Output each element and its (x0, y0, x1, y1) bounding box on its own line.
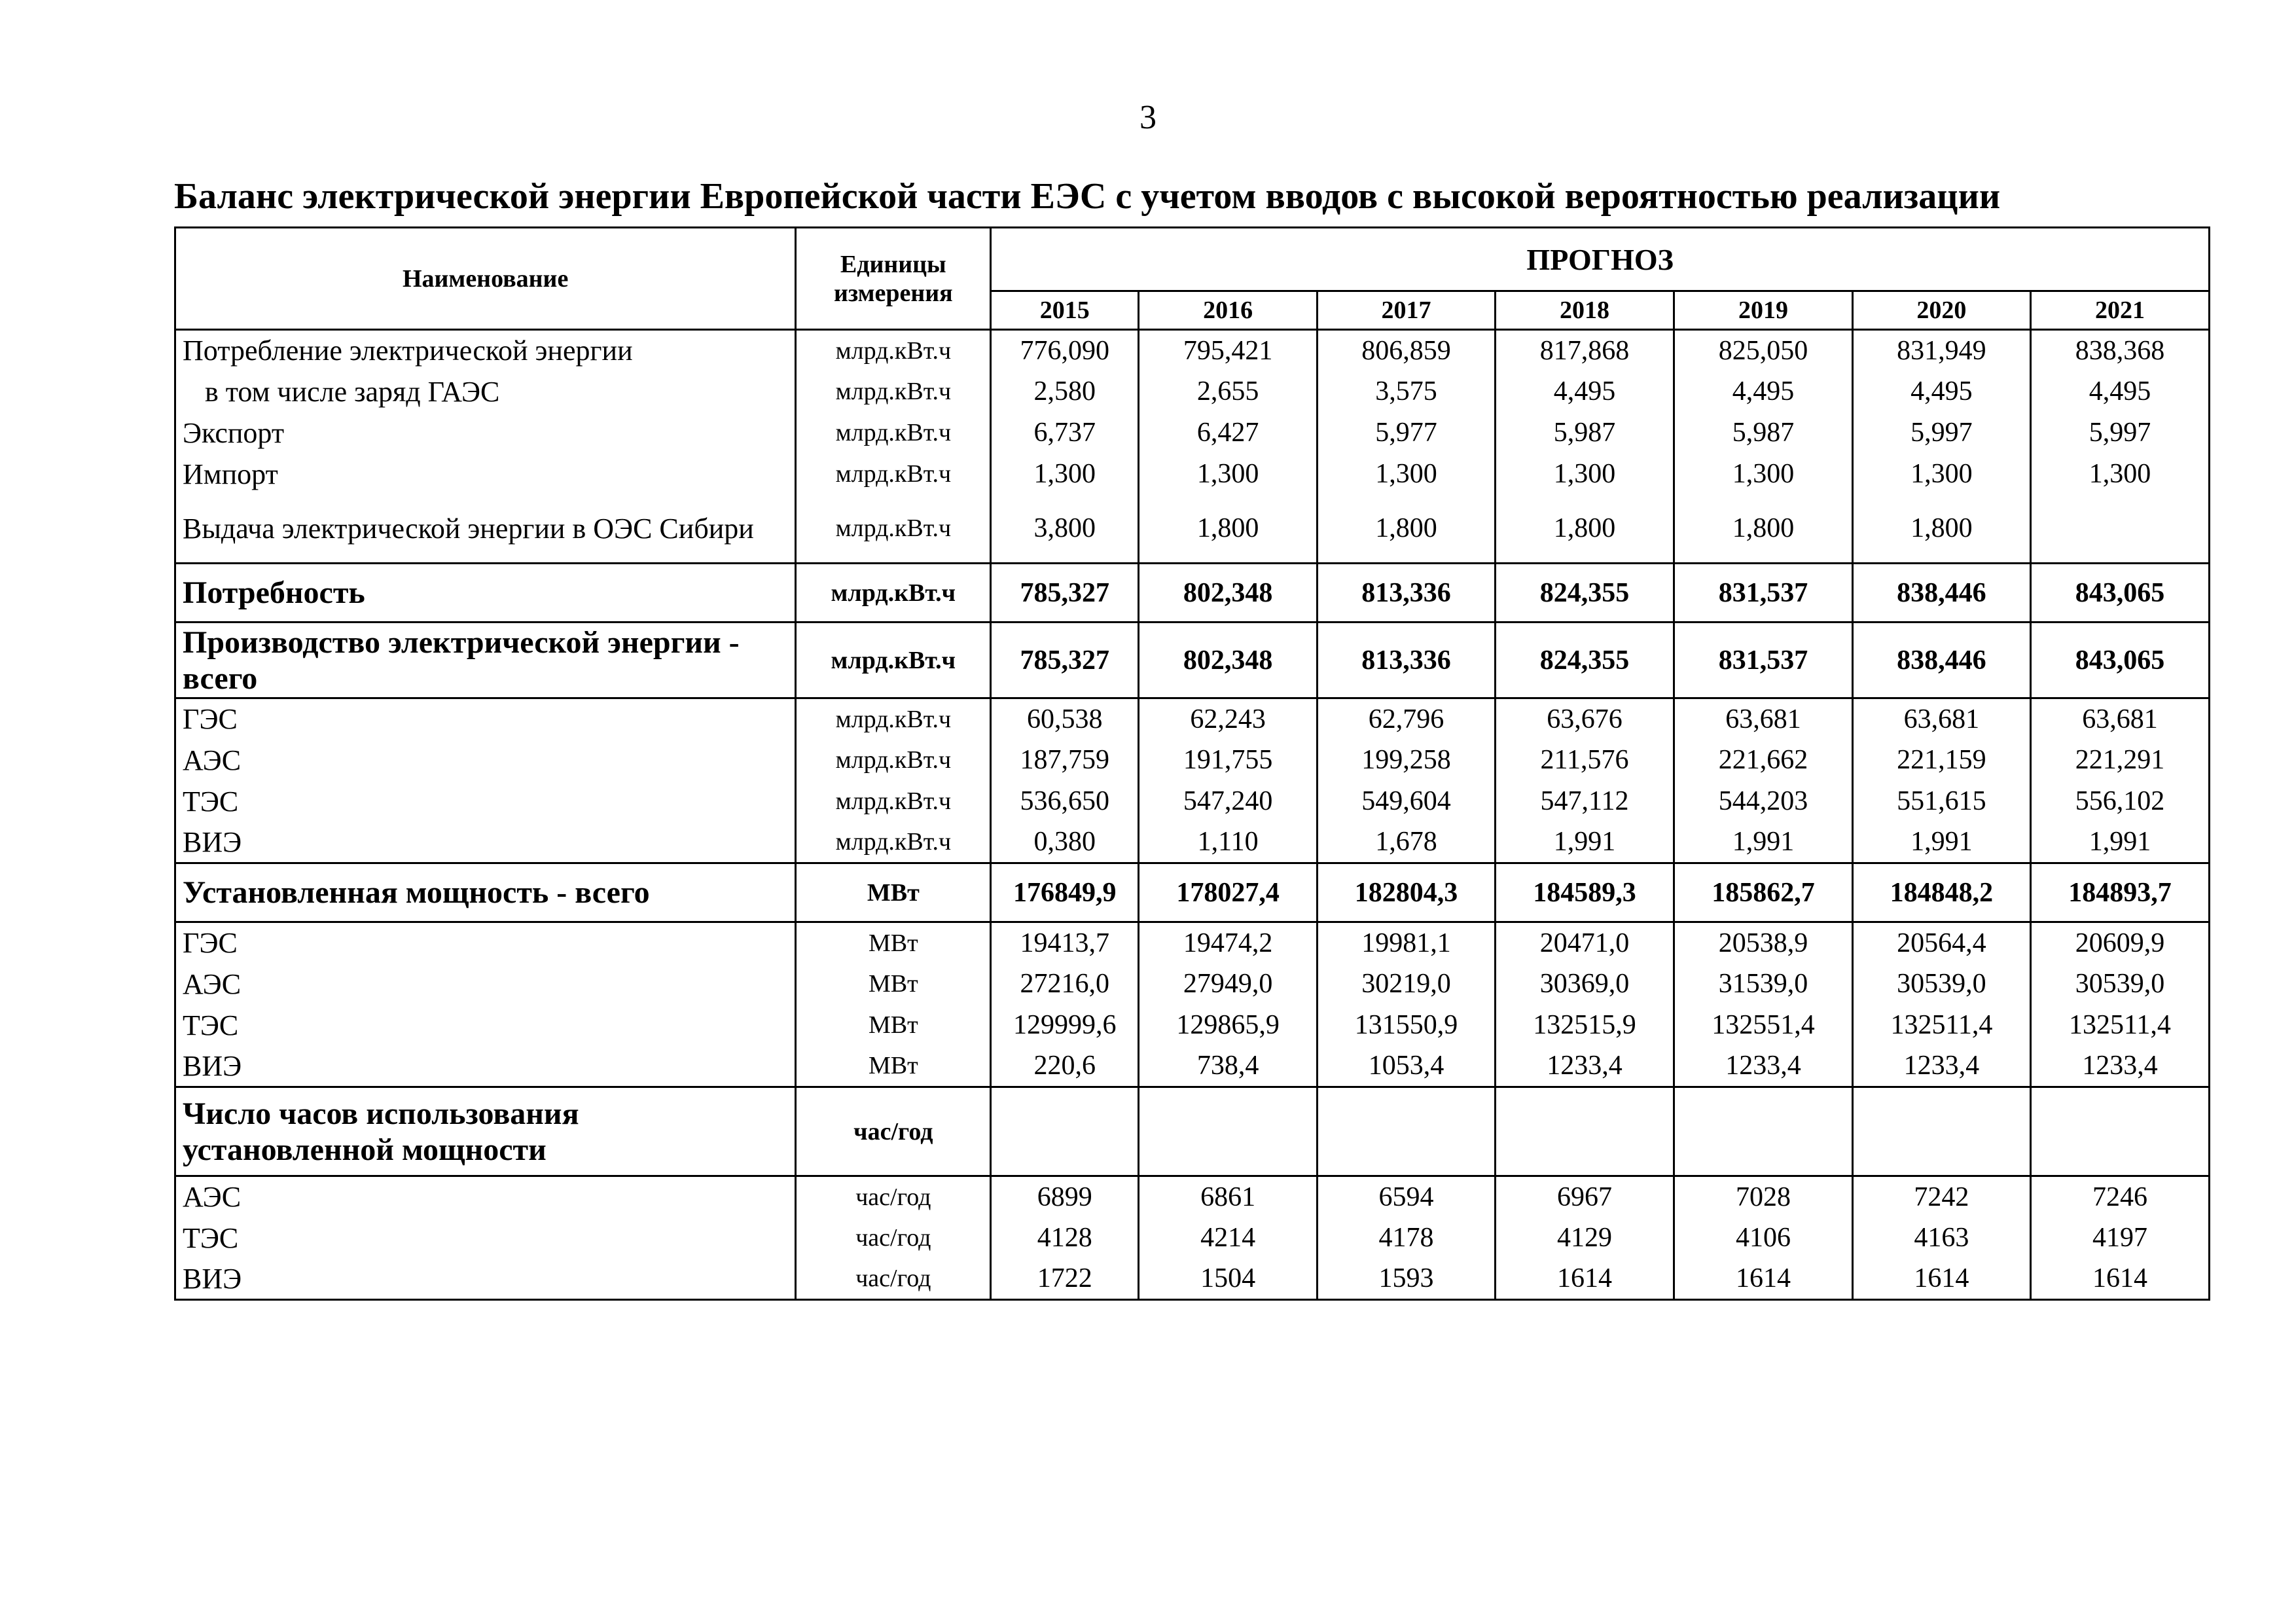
value-cell: 27949,0 (1139, 964, 1318, 1005)
page-number: 3 (1139, 99, 1157, 136)
value-cell: 4129 (1496, 1218, 1674, 1259)
row-name: Импорт (175, 454, 796, 495)
value-cell: 5,997 (2030, 412, 2209, 454)
value-cell: 1614 (2030, 1259, 2209, 1300)
value-cell: 19474,2 (1139, 922, 1318, 964)
value-cell: 184848,2 (1852, 863, 2030, 922)
value-cell: 5,977 (1318, 412, 1496, 454)
value-cell: 4,495 (1496, 371, 1674, 412)
value-cell: 187,759 (991, 740, 1139, 781)
row-unit: час/год (796, 1087, 991, 1176)
value-cell: 556,102 (2030, 781, 2209, 822)
value-cell: 27216,0 (991, 964, 1139, 1005)
value-cell: 1,300 (2030, 454, 2209, 495)
row-unit: МВт (796, 964, 991, 1005)
row-name: ГЭС (175, 698, 796, 740)
value-cell: 31539,0 (1674, 964, 1852, 1005)
value-cell: 1,300 (991, 454, 1139, 495)
header-year: 2017 (1318, 291, 1496, 330)
header-year: 2019 (1674, 291, 1852, 330)
value-cell: 7028 (1674, 1176, 1852, 1218)
row-unit: млрд.кВт.ч (796, 740, 991, 781)
table-row (175, 822, 2210, 863)
value-cell: 2,655 (1139, 371, 1318, 412)
value-cell: 1,991 (1852, 822, 2030, 863)
row-name: АЭС (175, 964, 796, 1005)
table-row (175, 454, 2210, 495)
value-cell: 806,859 (1318, 330, 1496, 371)
value-cell: 3,800 (991, 495, 1139, 564)
value-cell: 1,110 (1139, 822, 1318, 863)
value-cell: 129999,6 (991, 1005, 1139, 1046)
row-unit: МВт (796, 1046, 991, 1087)
row-unit: час/год (796, 1259, 991, 1300)
value-cell: 4,495 (2030, 371, 2209, 412)
value-cell: 4,495 (1852, 371, 2030, 412)
value-cell: 6594 (1318, 1176, 1496, 1218)
value-cell: 738,4 (1139, 1046, 1318, 1087)
value-cell: 551,615 (1852, 781, 2030, 822)
value-cell: 3,575 (1318, 371, 1496, 412)
energy-balance-table (174, 226, 2210, 1301)
value-cell: 30539,0 (2030, 964, 2209, 1005)
value-cell: 221,291 (2030, 740, 2209, 781)
value-cell: 2,580 (991, 371, 1139, 412)
row-unit: МВт (796, 863, 991, 922)
row-name: Экспорт (175, 412, 796, 454)
value-cell: 1722 (991, 1259, 1139, 1300)
value-cell: 1614 (1852, 1259, 2030, 1300)
value-cell: 1,300 (1318, 454, 1496, 495)
value-cell: 813,336 (1318, 623, 1496, 698)
value-cell: 63,676 (1496, 698, 1674, 740)
table-row (175, 1046, 2210, 1087)
value-cell: 785,327 (991, 623, 1139, 698)
row-unit: млрд.кВт.ч (796, 495, 991, 564)
row-unit: млрд.кВт.ч (796, 412, 991, 454)
value-cell: 185862,7 (1674, 863, 1852, 922)
row-name: Потребление электрической энергии (175, 330, 796, 371)
row-unit: млрд.кВт.ч (796, 371, 991, 412)
row-name: ТЭС (175, 1218, 796, 1259)
row-unit: млрд.кВт.ч (796, 454, 991, 495)
value-cell: 831,537 (1674, 564, 1852, 623)
value-cell (1674, 1087, 1852, 1176)
value-cell (991, 1087, 1139, 1176)
value-cell: 131550,9 (1318, 1005, 1496, 1046)
row-unit: МВт (796, 1005, 991, 1046)
value-cell: 62,796 (1318, 698, 1496, 740)
value-cell: 549,604 (1318, 781, 1496, 822)
header-year: 2020 (1852, 291, 2030, 330)
value-cell: 63,681 (2030, 698, 2209, 740)
value-cell: 221,159 (1852, 740, 2030, 781)
value-cell: 1233,4 (1674, 1046, 1852, 1087)
value-cell: 211,576 (1496, 740, 1674, 781)
value-cell: 63,681 (1674, 698, 1852, 740)
value-cell: 6967 (1496, 1176, 1674, 1218)
value-cell: 824,355 (1496, 564, 1674, 623)
value-cell: 1,300 (1496, 454, 1674, 495)
value-cell: 178027,4 (1139, 863, 1318, 922)
table-row (175, 1087, 2210, 1176)
value-cell: 1233,4 (1496, 1046, 1674, 1087)
value-cell: 776,090 (991, 330, 1139, 371)
header-unit: Единицы измерения (796, 228, 991, 330)
table-row (175, 1218, 2210, 1259)
table-row (175, 623, 2210, 698)
value-cell: 1614 (1674, 1259, 1852, 1300)
value-cell: 30539,0 (1852, 964, 2030, 1005)
header-year: 2018 (1496, 291, 1674, 330)
value-cell: 4163 (1852, 1218, 2030, 1259)
document-title: Баланс электрической энергии Европейской части ЕЭС с учетом вводов с высокой вероятностью реализации (174, 176, 2001, 217)
table-row (175, 698, 2210, 740)
row-name: Число часов использования установленной мощности (175, 1087, 796, 1176)
value-cell: 838,368 (2030, 330, 2209, 371)
value-cell: 4178 (1318, 1218, 1496, 1259)
row-name: ВИЭ (175, 1259, 796, 1300)
row-unit: млрд.кВт.ч (796, 330, 991, 371)
value-cell: 1593 (1318, 1259, 1496, 1300)
value-cell: 4,495 (1674, 371, 1852, 412)
value-cell: 825,050 (1674, 330, 1852, 371)
row-unit: млрд.кВт.ч (796, 623, 991, 698)
value-cell: 547,240 (1139, 781, 1318, 822)
value-cell (2030, 495, 2209, 564)
value-cell: 221,662 (1674, 740, 1852, 781)
value-cell: 795,421 (1139, 330, 1318, 371)
row-name: ВИЭ (175, 822, 796, 863)
table-row (175, 564, 2210, 623)
value-cell: 7242 (1852, 1176, 2030, 1218)
value-cell: 63,681 (1852, 698, 2030, 740)
value-cell: 7246 (2030, 1176, 2209, 1218)
value-cell: 5,987 (1496, 412, 1674, 454)
value-cell: 20609,9 (2030, 922, 2209, 964)
value-cell: 831,949 (1852, 330, 2030, 371)
value-cell: 1,800 (1852, 495, 2030, 564)
value-cell: 30219,0 (1318, 964, 1496, 1005)
row-unit: млрд.кВт.ч (796, 564, 991, 623)
value-cell: 4197 (2030, 1218, 2209, 1259)
value-cell: 191,755 (1139, 740, 1318, 781)
value-cell: 1,300 (1674, 454, 1852, 495)
value-cell: 1,991 (2030, 822, 2209, 863)
row-unit: МВт (796, 922, 991, 964)
value-cell: 20538,9 (1674, 922, 1852, 964)
value-cell: 1,800 (1674, 495, 1852, 564)
row-name: в том числе заряд ГАЭС (175, 371, 796, 412)
value-cell: 6,737 (991, 412, 1139, 454)
value-cell: 838,446 (1852, 564, 2030, 623)
value-cell: 176849,9 (991, 863, 1139, 922)
value-cell: 0,380 (991, 822, 1139, 863)
value-cell: 802,348 (1139, 623, 1318, 698)
value-cell: 547,112 (1496, 781, 1674, 822)
table-row (175, 781, 2210, 822)
value-cell: 199,258 (1318, 740, 1496, 781)
row-unit: млрд.кВт.ч (796, 781, 991, 822)
table-row (175, 495, 2210, 564)
value-cell: 1,800 (1318, 495, 1496, 564)
table-row (175, 412, 2210, 454)
row-name: ТЭС (175, 1005, 796, 1046)
value-cell: 843,065 (2030, 564, 2209, 623)
value-cell: 1,800 (1139, 495, 1318, 564)
value-cell: 817,868 (1496, 330, 1674, 371)
value-cell: 831,537 (1674, 623, 1852, 698)
row-unit: млрд.кВт.ч (796, 698, 991, 740)
table-row (175, 1005, 2210, 1046)
value-cell (1852, 1087, 2030, 1176)
value-cell: 536,650 (991, 781, 1139, 822)
value-cell: 838,446 (1852, 623, 2030, 698)
value-cell: 4214 (1139, 1218, 1318, 1259)
row-unit: час/год (796, 1218, 991, 1259)
value-cell: 813,336 (1318, 564, 1496, 623)
row-name: Установленная мощность - всего (175, 863, 796, 922)
value-cell (1139, 1087, 1318, 1176)
row-name: ТЭС (175, 781, 796, 822)
row-unit: час/год (796, 1176, 991, 1218)
row-name: Потребность (175, 564, 796, 623)
value-cell: 184589,3 (1496, 863, 1674, 922)
table-row (175, 1259, 2210, 1300)
value-cell: 129865,9 (1139, 1005, 1318, 1046)
table-row (175, 863, 2210, 922)
value-cell: 4106 (1674, 1218, 1852, 1259)
value-cell: 1,300 (1852, 454, 2030, 495)
row-name: ГЭС (175, 922, 796, 964)
value-cell: 62,243 (1139, 698, 1318, 740)
value-cell: 1614 (1496, 1259, 1674, 1300)
row-name: Выдача электрической энергии в ОЭС Сибири (175, 495, 796, 564)
value-cell: 1504 (1139, 1259, 1318, 1300)
value-cell: 132551,4 (1674, 1005, 1852, 1046)
value-cell: 182804,3 (1318, 863, 1496, 922)
value-cell: 1,800 (1496, 495, 1674, 564)
value-cell: 19981,1 (1318, 922, 1496, 964)
row-name: АЭС (175, 1176, 796, 1218)
header-name: Наименование (175, 228, 796, 330)
value-cell: 544,203 (1674, 781, 1852, 822)
table-row (175, 740, 2210, 781)
value-cell: 6,427 (1139, 412, 1318, 454)
value-cell: 1233,4 (1852, 1046, 2030, 1087)
value-cell: 60,538 (991, 698, 1139, 740)
header-year: 2021 (2030, 291, 2209, 330)
value-cell: 6861 (1139, 1176, 1318, 1218)
row-name: Производство электрической энергии - всего (175, 623, 796, 698)
value-cell: 1233,4 (2030, 1046, 2209, 1087)
value-cell: 1,991 (1674, 822, 1852, 863)
value-cell: 5,987 (1674, 412, 1852, 454)
value-cell: 824,355 (1496, 623, 1674, 698)
header-year: 2016 (1139, 291, 1318, 330)
value-cell (1318, 1087, 1496, 1176)
table-row (175, 1176, 2210, 1218)
value-cell: 20564,4 (1852, 922, 2030, 964)
value-cell: 5,997 (1852, 412, 2030, 454)
value-cell: 1,678 (1318, 822, 1496, 863)
value-cell: 132511,4 (1852, 1005, 2030, 1046)
value-cell: 132511,4 (2030, 1005, 2209, 1046)
value-cell: 6899 (991, 1176, 1139, 1218)
table-row (175, 371, 2210, 412)
value-cell: 843,065 (2030, 623, 2209, 698)
value-cell (2030, 1087, 2209, 1176)
value-cell: 132515,9 (1496, 1005, 1674, 1046)
header-forecast: ПРОГНОЗ (991, 228, 2210, 291)
row-name: ВИЭ (175, 1046, 796, 1087)
value-cell: 1,300 (1139, 454, 1318, 495)
row-name: АЭС (175, 740, 796, 781)
table-row (175, 330, 2210, 371)
table-row (175, 964, 2210, 1005)
value-cell: 1,991 (1496, 822, 1674, 863)
value-cell (1496, 1087, 1674, 1176)
value-cell: 785,327 (991, 564, 1139, 623)
value-cell: 30369,0 (1496, 964, 1674, 1005)
value-cell: 20471,0 (1496, 922, 1674, 964)
value-cell: 802,348 (1139, 564, 1318, 623)
header-year: 2015 (991, 291, 1139, 330)
value-cell: 184893,7 (2030, 863, 2209, 922)
value-cell: 1053,4 (1318, 1046, 1496, 1087)
row-unit: млрд.кВт.ч (796, 822, 991, 863)
value-cell: 19413,7 (991, 922, 1139, 964)
table-row (175, 922, 2210, 964)
value-cell: 4128 (991, 1218, 1139, 1259)
value-cell: 220,6 (991, 1046, 1139, 1087)
